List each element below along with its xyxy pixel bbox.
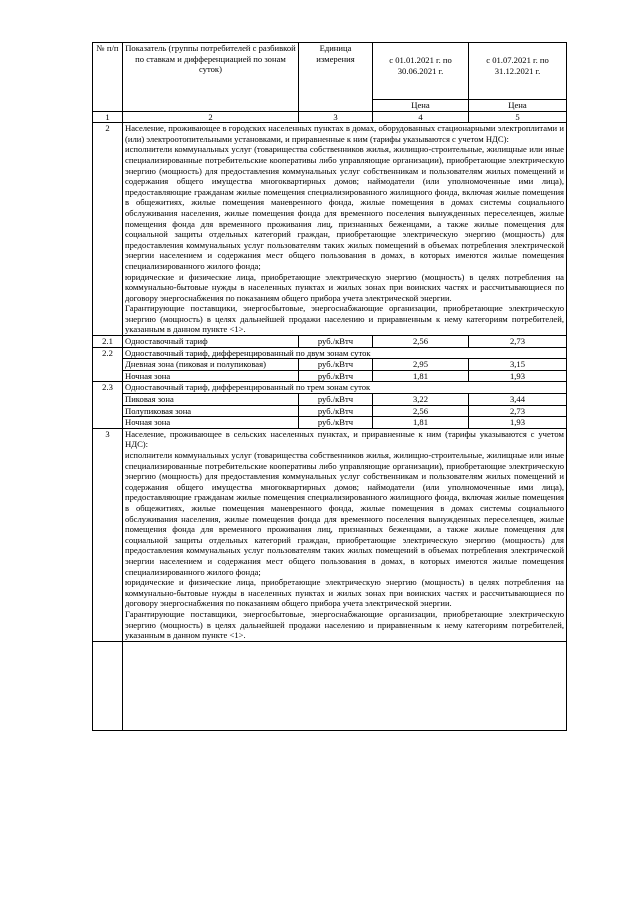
price-cell: 2,73 <box>469 405 567 417</box>
row-2-3-three-zone <box>93 382 567 394</box>
paragraph: Гарантирующие поставщики, энергосбытовые, энергоснабжающие организации, приобретающие электрическую энергию (мощность) в целях дальнейшей продажи населению и приравненным к нему категориям потребителей, указанным в данном пункте <1>. <box>125 303 564 335</box>
column-number: 4 <box>373 111 469 123</box>
continuation-cell <box>123 641 567 730</box>
row-number: 2.3 <box>93 382 123 428</box>
paragraph: Население, проживающее в сельских населенных пунктах, и приравненные к ним (тарифы указываются с учетом НДС): <box>125 428 564 450</box>
tariff-label: Одноставочный тариф, дифференцированный по двум зонам суток <box>123 347 567 359</box>
paragraph: Население, проживающее в городских населенных пунктах в домах, оборудованных стационарными электроплитами и (или) электроотопительными установками, и приравненные к ним (тарифы указываются с учетом НДС): <box>125 123 564 144</box>
row-2-2-day-zone <box>93 359 567 371</box>
zone-label: Ночная зона <box>123 417 299 429</box>
price-cell: 3,15 <box>469 359 567 371</box>
paragraph: исполнители коммунальных услуг (товарищества собственников жилья, жилищно-строительные, жилищные или иные специализированные потребительские кооперативы либо управляющие организации), приобретающие электрическую энергию (мощность) для предоставления коммунальных услуг собственникам и пользователям жилых помещений и содержания общего имущества многоквартирных домов; наймодатели (или уполномоченные ими лица), предоставляющие гражданам жилые помещения специализированного жилищного фонда, включая жилые помещения в общежитиях, жилые помещения маневренного фонда, жилые помещения в домах системы социального обслуживания населения, жилые помещения фонда для временного поселения вынужденных переселенцев, жилые помещения фонда для временного проживания лиц, признанных беженцами, а также жилые помещения для социальной защиты отдельных категорий граждан, приобретающие электрическую энергию (мощность) для предоставления коммунальных услуг пользователям таких жилых помещений в объемах потребления электрической энергии населением и содержания мест общего пользования в домах, в которых имеются жилые помещения специализированного жилого фонда; <box>125 144 564 271</box>
header-indicator: Показатель (группы потребителей с разбивкой по ставкам и дифференциацией по зонам суток) <box>123 43 299 112</box>
unit-cell: руб./кВтч <box>299 359 373 371</box>
price-cell: 3,22 <box>373 394 469 406</box>
row-2-description <box>123 123 567 336</box>
unit-cell: руб./кВтч <box>299 394 373 406</box>
unit-cell: руб./кВтч <box>299 417 373 429</box>
zone-label: Дневная зона (пиковая и полупиковая) <box>123 359 299 371</box>
price-cell: 1,93 <box>469 370 567 382</box>
continuation-row <box>93 641 567 730</box>
row-number: 2.2 <box>93 347 123 382</box>
column-number: 5 <box>469 111 567 123</box>
price-label-1: Цена <box>373 100 469 112</box>
row-3-description <box>123 428 567 641</box>
paragraph: юридические и физические лица, приобретающие электрическую энергию (мощность) в целях потребления на коммунально-бытовые нужды в населенных пунктах и жилых зонах при воинских частях и рассчитывающиеся по договору энергоснабжения по показаниям общего прибора учета электрической энергии. <box>125 271 564 303</box>
paragraph: исполнители коммунальных услуг (товарищества собственников жилья, жилищно-строительные, жилищные или иные специализированные потребительские кооперативы либо управляющие организации), приобретающие электрическую энергию (мощность) для предоставления коммунальных услуг собственникам и пользователям жилых помещений и содержания общего имущества многоквартирных домов; наймодатели (или уполномоченные ими лица), предоставляющие гражданам жилые помещения специализированного жилищного фонда, включая жилые помещения в общежитиях, жилые помещения маневренного фонда, жилые помещения в домах системы социального обслуживания населения, жилые помещения фонда для временного поселения вынужденных переселенцев, жилые помещения фонда для временного проживания лиц, признанных беженцами, а также жилые помещения для социальной защиты отдельных категорий граждан, приобретающие электрическую энергию (мощность) для предоставления коммунальных услуг пользователям таких жилых помещений в объемах потребления электрической энергии населением и содержания мест общего пользования в домах, в которых имеются жилые помещения специализированного жилого фонда; <box>125 450 564 577</box>
row-2-urban-population <box>93 123 567 336</box>
price-cell: 1,93 <box>469 417 567 429</box>
row-number: 2 <box>93 123 123 336</box>
header-period-2: с 01.07.2021 г. по 31.12.2021 г. <box>469 43 567 100</box>
zone-label: Пиковая зона <box>123 394 299 406</box>
row-2-3-half-peak-zone <box>93 405 567 417</box>
row-2-2-night-zone <box>93 370 567 382</box>
column-numbers-row <box>93 111 567 123</box>
table-header-row <box>93 43 567 100</box>
price-cell: 1,81 <box>373 417 469 429</box>
price-label-2: Цена <box>469 100 567 112</box>
column-number: 2 <box>123 111 299 123</box>
tariff-label: Одноставочный тариф <box>123 336 299 348</box>
column-number: 1 <box>93 111 123 123</box>
column-number: 3 <box>299 111 373 123</box>
header-period-1: с 01.01.2021 г. по 30.06.2021 г. <box>373 43 469 100</box>
tariff-table <box>92 42 567 731</box>
row-2-3-night-zone <box>93 417 567 429</box>
zone-label: Ночная зона <box>123 370 299 382</box>
price-cell: 2,95 <box>373 359 469 371</box>
price-cell: 1,81 <box>373 370 469 382</box>
price-cell: 3,44 <box>469 394 567 406</box>
zone-label: Полупиковая зона <box>123 405 299 417</box>
unit-cell: руб./кВтч <box>299 370 373 382</box>
header-number: № п/п <box>93 43 123 112</box>
price-cell: 2,56 <box>373 405 469 417</box>
price-cell: 2,73 <box>469 336 567 348</box>
row-number: 2.1 <box>93 336 123 348</box>
row-3-rural-population <box>93 428 567 641</box>
row-2-2-two-zone <box>93 347 567 359</box>
paragraph: юридические и физические лица, приобретающие электрическую энергию (мощность) в целях потребления на коммунально-бытовые нужды в населенных пунктах и жилых зонах при воинских частях и рассчитывающиеся по договору энергоснабжения по показаниям общего прибора учета электрической энергии. <box>125 577 564 609</box>
paragraph: Гарантирующие поставщики, энергосбытовые, энергоснабжающие организации, приобретающие электрическую энергию (мощность) в целях дальнейшей продажи населению и приравненным к нему категориям потребителей, указанным в данном пункте <1>. <box>125 608 564 641</box>
row-2-3-peak-zone <box>93 394 567 406</box>
unit-cell: руб./кВтч <box>299 405 373 417</box>
tariff-label: Одноставочный тариф, дифференцированный по трем зонам суток <box>123 382 567 394</box>
row-2-1-single-rate <box>93 336 567 348</box>
row-number: 3 <box>93 428 123 641</box>
unit-cell: руб./кВтч <box>299 336 373 348</box>
continuation-cell <box>93 641 123 730</box>
price-cell: 2,56 <box>373 336 469 348</box>
header-unit: Единица измерения <box>299 43 373 112</box>
